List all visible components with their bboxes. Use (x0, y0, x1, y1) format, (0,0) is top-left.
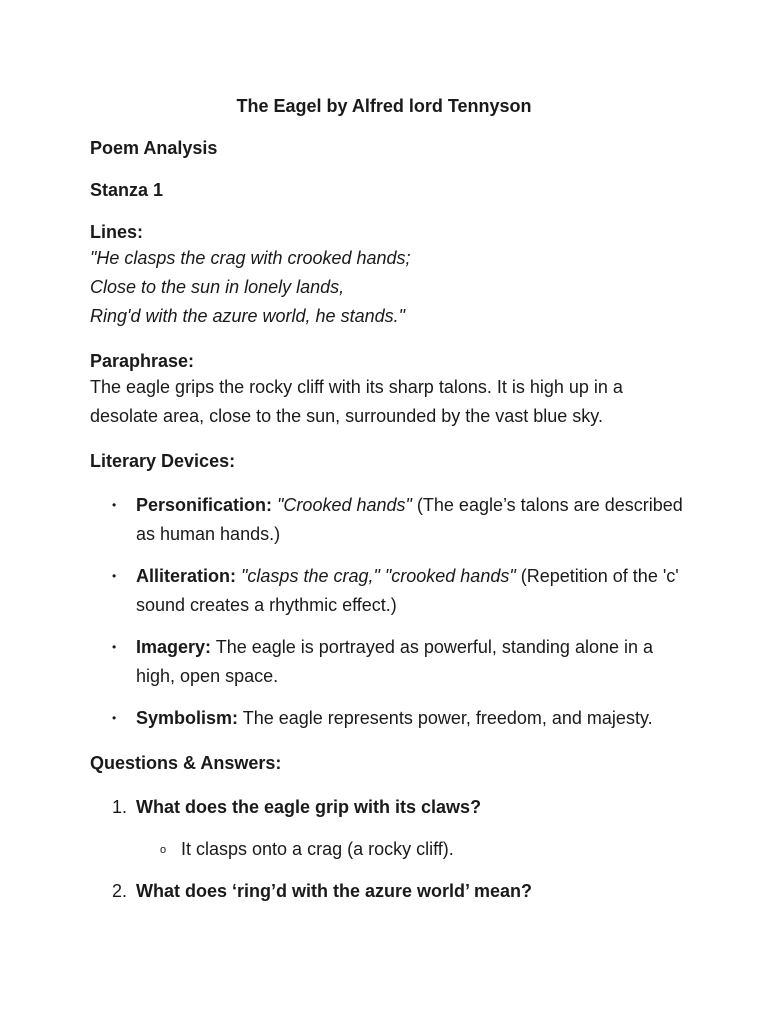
poem-line: Ring'd with the azure world, he stands." (90, 306, 405, 326)
answer-text: It clasps onto a crag (a rocky cliff). (181, 839, 454, 859)
device-term: Imagery: (136, 637, 212, 657)
devices-label: Literary Devices: (90, 451, 236, 471)
document-title: The Eagel by Alfred lord Tennyson (236, 96, 532, 116)
lines-block (90, 220, 690, 331)
list-item (90, 491, 690, 549)
questions-list (90, 793, 690, 906)
device-text: The eagle is portrayed as powerful, standing alone in a high, open space. (136, 637, 654, 686)
answers-list (136, 835, 690, 864)
question-number: 2. (112, 881, 128, 901)
device-text: The eagle represents power, freedom, and majesty. (242, 708, 653, 728)
device-term: Personification: (136, 495, 273, 515)
question-number: 1. (112, 797, 128, 817)
device-text: (Repetition of the 'c' sound creates a rhythmic effect.) (136, 566, 679, 615)
device-quote: "Crooked hands" (277, 495, 412, 515)
list-item (90, 793, 690, 864)
literary-devices-list (90, 491, 690, 733)
circle-bullet-icon: o (160, 844, 167, 856)
bullet-icon: • (112, 640, 117, 654)
question-text: What does the eagle grip with its claws? (136, 797, 482, 817)
device-quote: "clasps the crag," "crooked hands" (241, 566, 516, 586)
list-item (90, 633, 690, 691)
poem-line: Close to the sun in lonely lands, (90, 277, 345, 297)
list-item (136, 835, 690, 864)
section-heading: Poem Analysis (90, 138, 218, 158)
device-term: Alliteration: (136, 566, 237, 586)
list-item (90, 562, 690, 620)
stanza-heading: Stanza 1 (90, 180, 164, 200)
paraphrase-text: The eagle grips the rocky cliff with its sharp talons. It is high up in a desolate area, close to the sun, surrounded by the vast blue sky. (90, 377, 623, 426)
bullet-icon: • (112, 711, 117, 725)
list-item (90, 704, 690, 733)
poem-line: "He clasps the crag with crooked hands; (90, 248, 411, 268)
bullet-icon: • (112, 498, 117, 512)
lines-label: Lines: (90, 222, 144, 242)
document-content (90, 94, 690, 919)
paraphrase-block (90, 349, 690, 431)
paraphrase-label: Paraphrase: (90, 351, 195, 371)
qa-label: Questions & Answers: (90, 753, 282, 773)
question-text: What does ‘ring’d with the azure world’ mean? (136, 881, 533, 901)
list-item (90, 877, 690, 906)
device-text: (The eagle’s talons are described as human hands.) (136, 495, 683, 544)
bullet-icon: • (112, 569, 117, 583)
device-term: Symbolism: (136, 708, 239, 728)
